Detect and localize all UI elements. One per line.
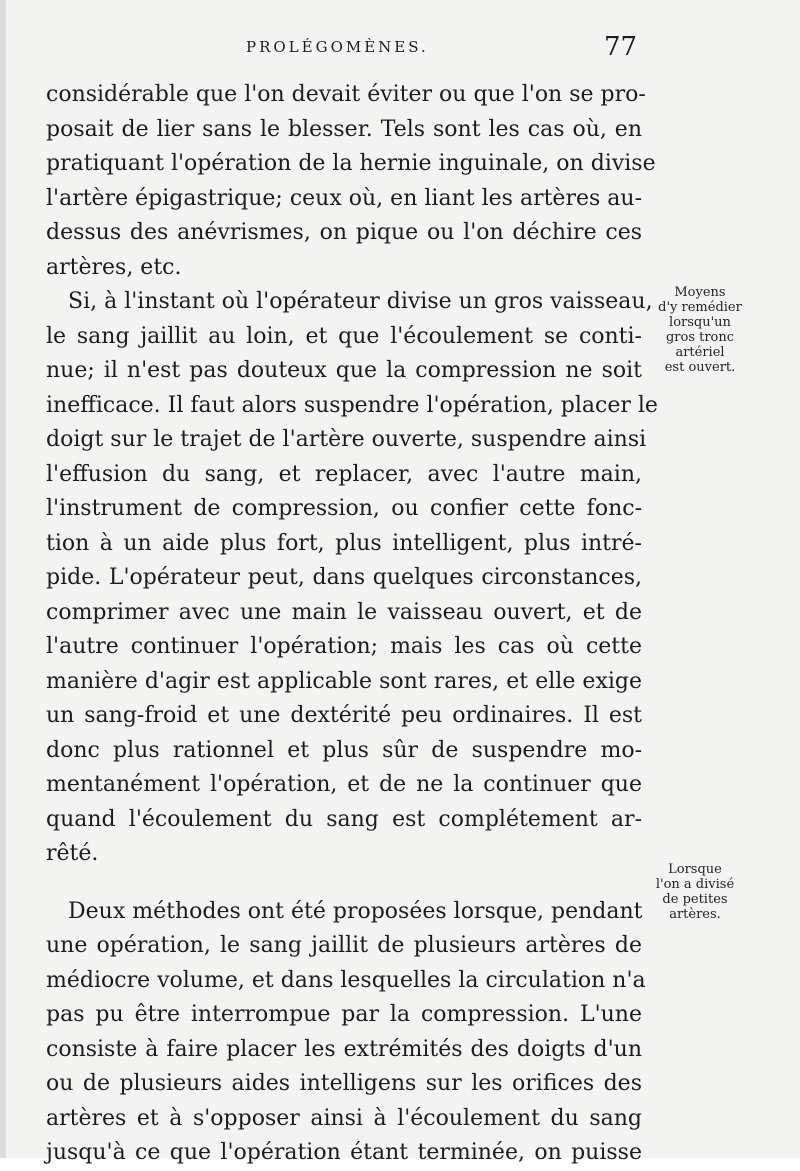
text-line: considérable que l'on devait éviter ou que l'on se pro- [46,82,646,107]
paragraph-3 [46,895,646,1171]
page-header [6,32,800,72]
text-line: l'artère épigastrique; ceux où, en liant les artères au- [46,185,642,211]
text-line: donc plus rationnel et plus sûr de suspendre mo- [46,737,642,763]
text-line: quand l'écoulement du sang est complétement ar- [46,806,642,832]
marginal-line: artères. [669,907,721,922]
text-line: Deux méthodes ont été proposées lorsque, pendant [68,898,643,924]
text-line: inefficace. Il faut alors suspendre l'opération, placer le [46,392,658,418]
marginal-note-1 [646,285,754,375]
text-line: médiocre volume, et dans lesquelles la circulation n'a [46,967,646,993]
text-line: comprimer avec une main le vaisseau ouvert, et de [46,599,642,625]
paragraph-2 [46,285,658,872]
text-line: ou de plusieurs aides intelligens sur les orifices des [46,1071,642,1096]
text-line: nue; il n'est pas douteux que la compression ne soit [46,358,642,383]
marginal-line: d'y remédier [658,300,742,315]
text-line: pide. L'opérateur peut, dans quelques circonstances, [46,565,642,590]
page-number: 77 [604,32,638,62]
text-line: tion à un aide plus fort, plus intelligent, plus intré- [46,530,642,556]
text-line: artères, etc. [46,254,182,280]
text-line: un sang-froid et une dextérité peu ordinaires. Il est [46,703,642,728]
text-line: consiste à faire placer les extrémités des doigts d'un [46,1036,642,1062]
marginal-line: Lorsque [668,862,722,877]
text-line: dessus des anévrismes, on pique ou l'on déchire ces [46,220,642,245]
text-line: Si, à l'instant où l'opérateur divise un gros vaisseau, [68,289,653,314]
marginal-line: gros tronc [665,330,735,345]
text-line: pratiquant l'opération de la hernie inguinale, on divise [46,151,656,176]
text-line: doigt sur le trajet de l'artère ouverte, suspendre ainsi [46,427,647,452]
paragraph-1 [46,78,656,285]
marginal-line: de petites [662,892,728,907]
text-line: le sang jaillit au loin, et que l'écoulement se conti- [46,323,642,349]
text-line: l'effusion du sang, et replacer, avec l'autre main, [46,461,642,487]
marginal-line: est ouvert. [664,360,736,375]
text-line: rêté. [46,841,99,866]
text-line: manière d'agir est applicable sont rares, et elle exige [46,668,642,694]
marginal-line: artériel [675,345,725,360]
running-title: PROLÉGOMÈNES. [246,38,429,56]
book-page [6,0,800,1165]
text-line: mentanément l'opération, et de ne la continuer que [46,772,642,797]
text-line: l'autre continuer l'opération; mais les cas où cette [46,634,642,659]
marginal-line: lorsqu'un [669,315,731,330]
text-line: l'instrument de compression, ou confier cette fonc- [46,496,642,521]
text-line: artères et à s'opposer ainsi à l'écoulement du sang [46,1105,642,1131]
marginal-note-2 [640,862,750,922]
text-line: jusqu'à ce que l'opération étant terminée, on puisse [46,1140,642,1165]
text-line: posait de lier sans le blesser. Tels sont les cas où, en [46,116,642,142]
text-line: une opération, le sang jaillit de plusieurs artères de [46,933,642,958]
marginal-line: l'on a divisé [655,877,735,892]
marginal-line: Moyens [674,285,726,300]
text-line: pas pu être interrompue par la compression. L'une [46,1002,642,1027]
body-text [46,78,658,1171]
